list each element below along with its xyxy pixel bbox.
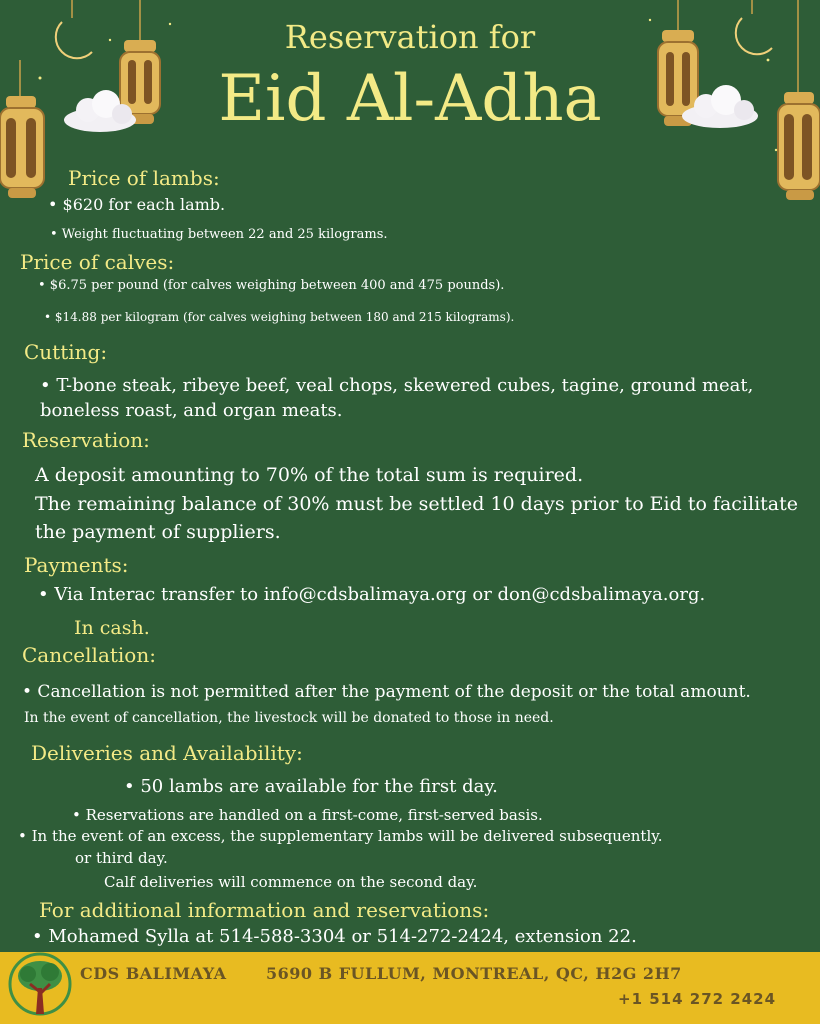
lamb-weight-text: • Weight fluctuating between 22 and 25 kilograms. [50,227,388,242]
deliveries-line-3: • In the event of an excess, the supplementary lambs will be delivered subsequently. [18,827,663,845]
calf-price-per-kilogram: • $14.88 per kilogram (for calves weighing between 180 and 215 kilograms). [44,310,515,324]
heading-price-of-calves: Price of calves: [20,250,175,274]
reservation-line-1: A deposit amounting to 70% of the total sum is required. [35,464,584,486]
deliveries-line-5: Calf deliveries will commence on the second day. [104,873,478,891]
reservation-line-3: the payment of suppliers. [35,521,281,543]
title-reservation-for: Reservation for [284,18,536,56]
title-eid-al-adha: Eid Al-Adha [218,62,602,136]
cancellation-line-1: • Cancellation is not permitted after the payment of the deposit or the total amount. [22,682,751,702]
heading-reservation: Reservation: [22,428,150,452]
deliveries-line-4: or third day. [75,849,168,867]
lamb-price-text: • $620 for each lamb. [48,195,226,214]
footer-bar [0,952,820,1024]
contact-line: • Mohamed Sylla at 514-588-3304 or 514-272-2424, extension 22. [32,926,637,947]
reservation-line-2: The remaining balance of 30% must be settled 10 days prior to Eid to facilitate [35,493,799,515]
payment-cash-text: In cash. [74,617,150,639]
heading-cutting: Cutting: [24,340,108,364]
deliveries-line-2: • Reservations are handled on a first-come, first-served basis. [72,806,543,824]
cutting-line-2: boneless roast, and organ meats. [40,400,343,421]
cutting-line-1: • T-bone steak, ribeye beef, veal chops, skewered cubes, tagine, ground meat, [40,375,754,396]
cancellation-line-2: In the event of cancellation, the livestock will be donated to those in need. [24,710,554,726]
heading-payments: Payments: [24,553,129,577]
footer-organization: CDS BALIMAYA [80,964,227,983]
tree-logo-icon [6,948,74,1022]
heading-deliveries: Deliveries and Availability: [31,741,303,765]
footer-phone: +1 514 272 2424 [618,990,777,1008]
heading-cancellation: Cancellation: [22,643,156,667]
footer-address: 5690 B FULLUM, MONTREAL, QC, H2G 2H7 [266,964,682,983]
payment-interac-text: • Via Interac transfer to info@cdsbalimaya.org or don@cdsbalimaya.org. [38,584,706,605]
calf-price-per-pound: • $6.75 per pound (for calves weighing between 400 and 475 pounds). [38,278,505,293]
deliveries-line-1: • 50 lambs are available for the first day. [124,776,498,797]
heading-price-of-lambs: Price of lambs: [68,166,220,190]
heading-contact: For additional information and reservations: [39,898,490,922]
